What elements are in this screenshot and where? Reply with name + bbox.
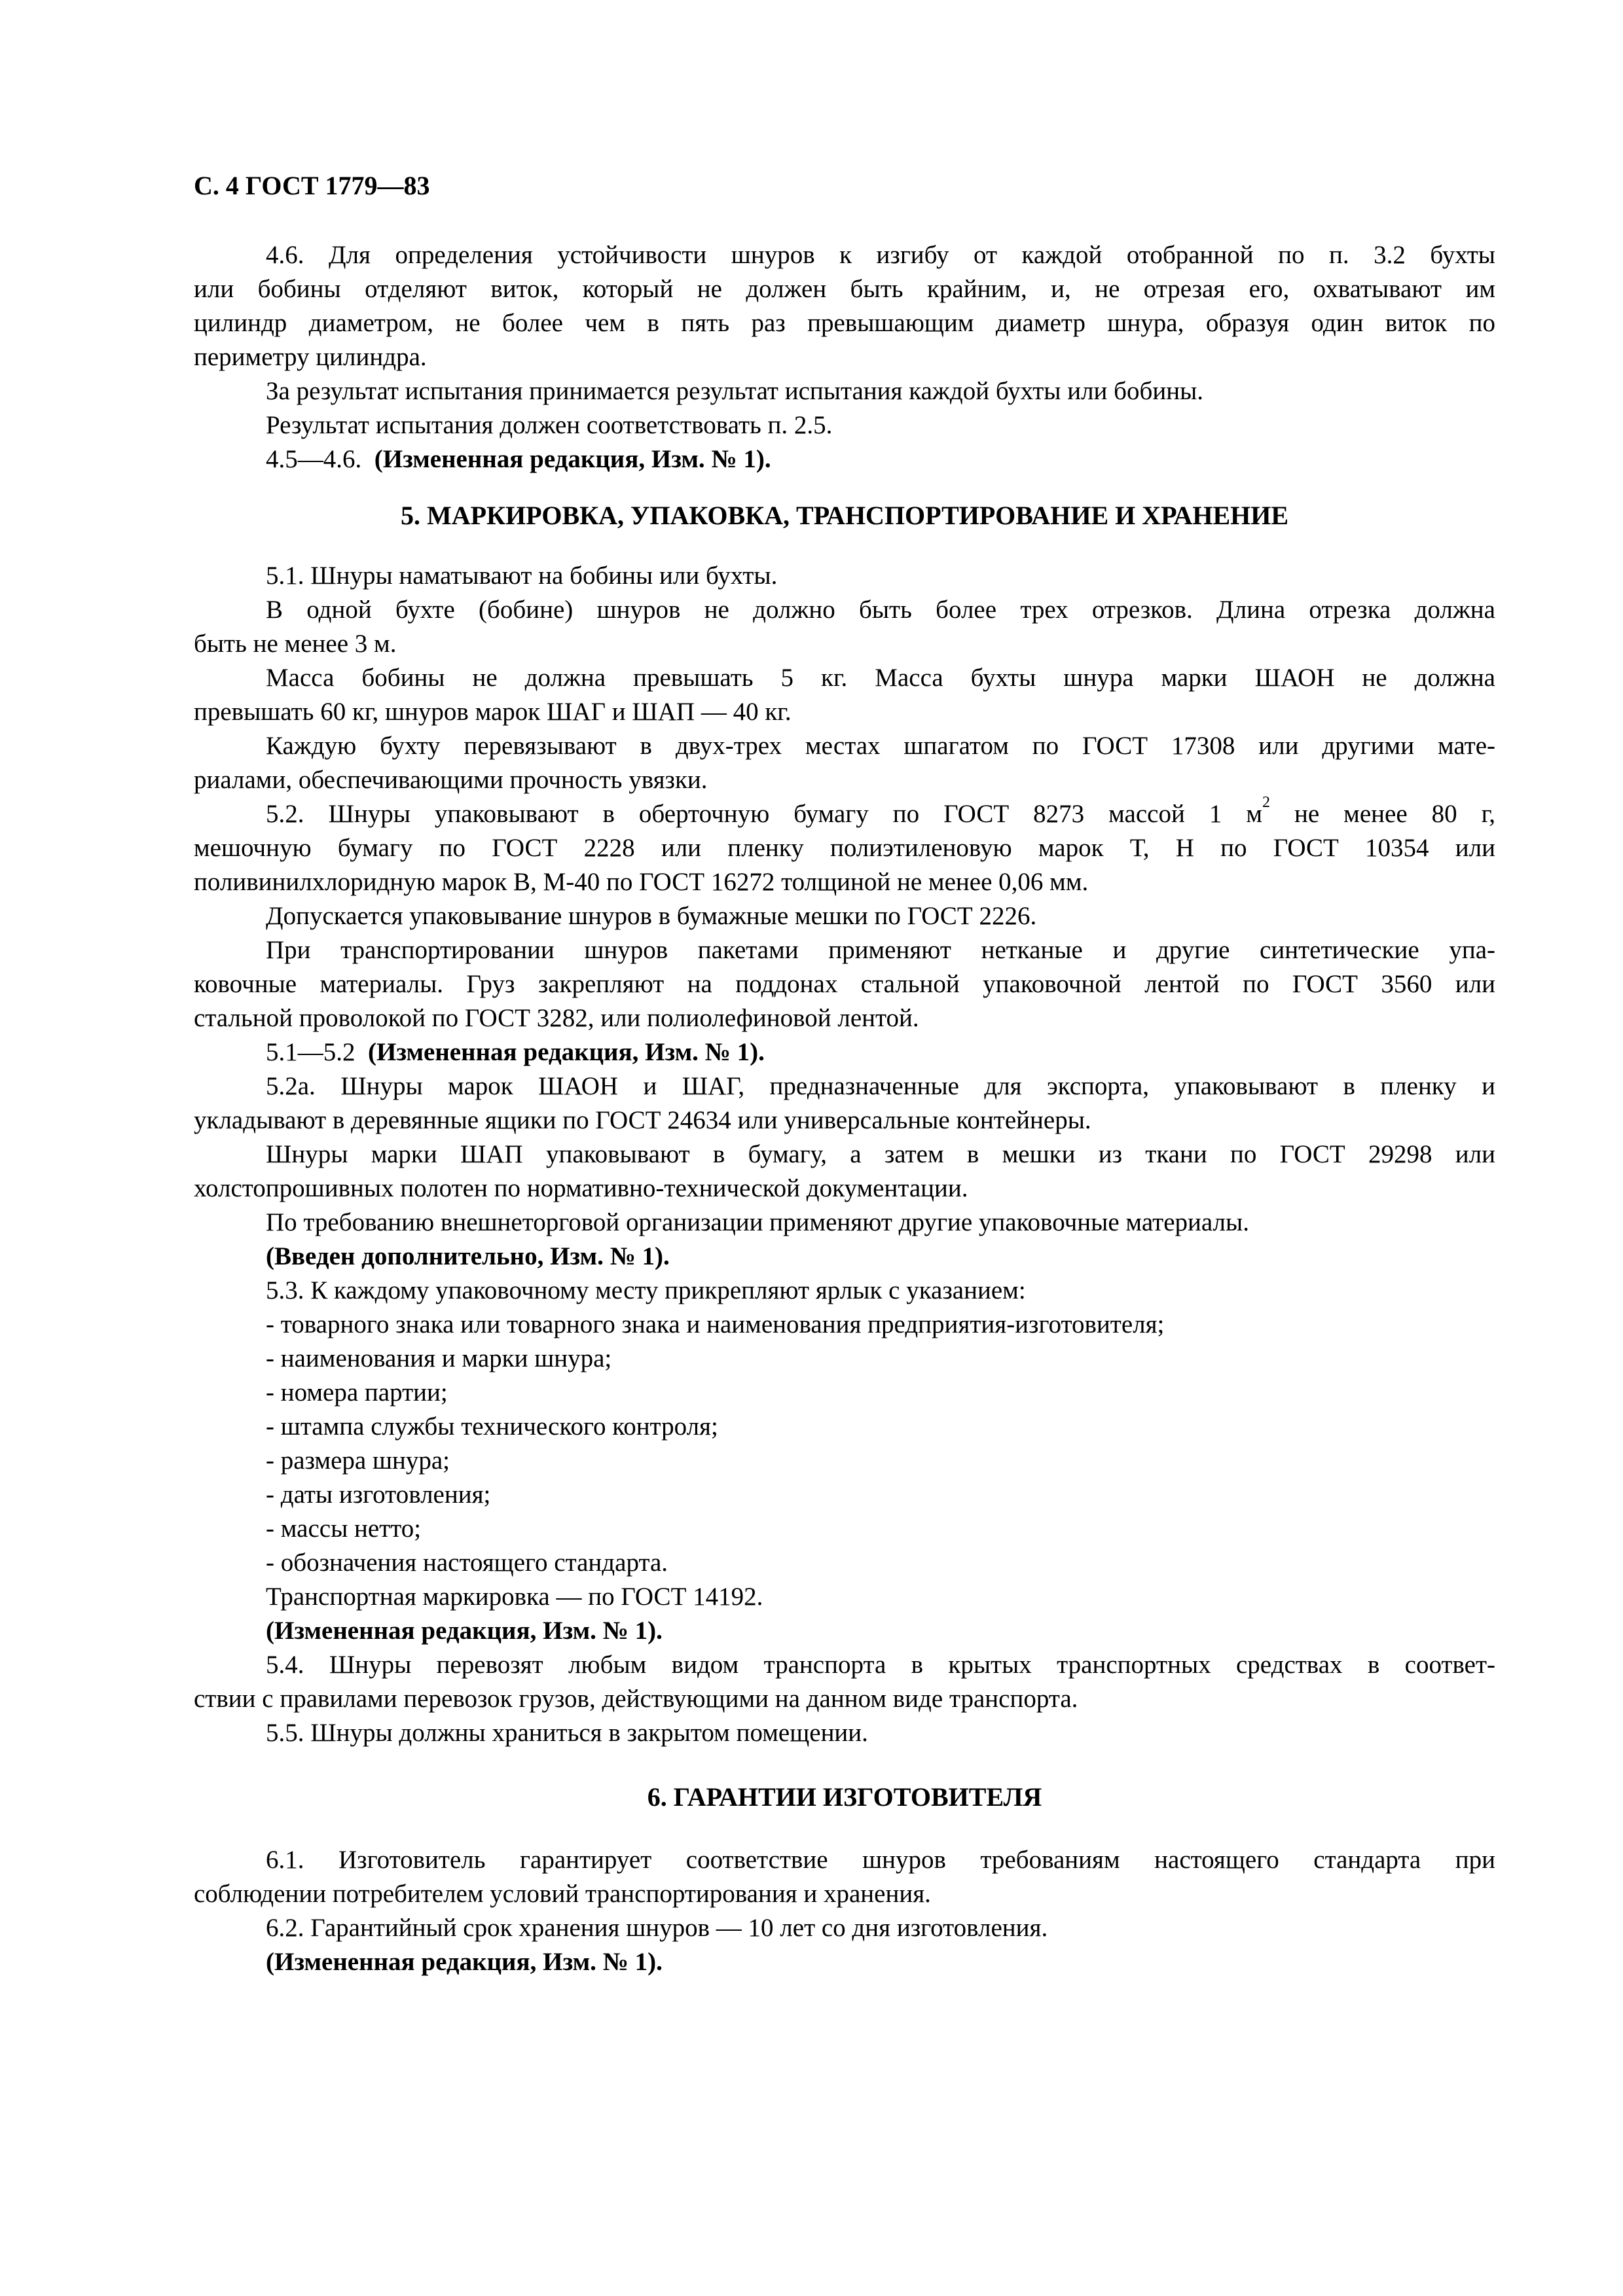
clause-5-2-bags: Допускается упаковывание шнуров в бумажные мешки по ГОСТ 2226.: [266, 902, 1037, 930]
transport-marking: Транспортная маркировка — по ГОСТ 14192.: [266, 1583, 763, 1611]
section-5-title: 5. МАРКИРОВКА, УПАКОВКА, ТРАНСПОРТИРОВАНИЕ И ХРАНЕНИЕ: [400, 501, 1289, 530]
clause-5-2-line: поливинилхлоридную марок В, М-40 по ГОСТ 16272 толщиной не менее 0,06 мм.: [194, 868, 1089, 896]
list-item: - наименования и марки шнура;: [266, 1344, 612, 1372]
clause-5-2-line: мешочную бумагу по ГОСТ 2228 или пленку полиэтиленовую марок Т, Н по ГОСТ 10354 или: [194, 834, 1495, 862]
clause-4-6-line: или бобины отделяют виток, который не должен быть крайним, и, не отрезая его, охватывают им: [194, 275, 1495, 303]
edit-note-text: (Измененная редакция, Изм. № 1).: [368, 1038, 765, 1066]
clause-5-4-line: 5.4. Шнуры перевозят любым видом транспорта в крытых транспортных средствах в соответ-: [266, 1651, 1495, 1679]
clause-5-2a-line: 5.2а. Шнуры марок ШАОН и ШАГ, предназначенные для экспорта, упаковывают в пленку и: [266, 1072, 1495, 1100]
clause-4-6-line: цилиндр диаметром, не более чем в пять раз превышающим диаметр шнура, образуя один виток по: [194, 309, 1495, 337]
clause-5-2a-shap-line: Шнуры марки ШАП упаковывают в бумагу, а затем в мешки из ткани по ГОСТ 29298 или: [266, 1140, 1495, 1168]
clause-5-2-text: не менее 80 г,: [1270, 800, 1495, 828]
clause-5-2-pack-line: ковочные материалы. Груз закрепляют на поддонах стальной упаковочной лентой по ГОСТ 3560 или: [194, 970, 1495, 998]
clause-5-2-pack-line: стальной проволокой по ГОСТ 3282, или полиолефиновой лентой.: [194, 1004, 919, 1032]
test-conformance-paragraph: Результат испытания должен соответствовать п. 2.5.: [266, 411, 833, 439]
clause-5-1: 5.1. Шнуры наматывают на бобины или бухты.: [266, 562, 778, 590]
clause-6-1-line: соблюдении потребителем условий транспортирования и хранения.: [194, 1880, 931, 1908]
list-item: - товарного знака или товарного знака и наименования предприятия-изготовителя;: [266, 1310, 1165, 1338]
clause-5-1-mass-line: Масса бобины не должна превышать 5 кг. Масса бухты шнура марки ШАОН не должна: [266, 664, 1495, 692]
label-items-list: [194, 1308, 1495, 1580]
edit-note-4-5-4-6: [194, 442, 1495, 476]
list-item: - номера партии;: [266, 1378, 448, 1407]
edit-note-5-3: (Измененная редакция, Изм. № 1).: [266, 1617, 663, 1645]
section-6-title: 6. ГАРАНТИИ ИЗГОТОВИТЕЛЯ: [647, 1782, 1042, 1812]
clause-5-2a-line: укладывают в деревянные ящики по ГОСТ 24634 или универсальные контейнеры.: [194, 1106, 1091, 1134]
superscript: 2: [1262, 794, 1271, 811]
clause-5-1-mass-line: превышать 60 кг, шнуров марок ШАГ и ШАП — 40 кг.: [194, 698, 792, 726]
list-item: - обозначения настоящего стандарта.: [266, 1549, 668, 1577]
clause-5-2-line: [194, 794, 1495, 831]
clause-5-2-text: 5.2. Шнуры упаковывают в оберточную бумагу по ГОСТ 8273 массой 1 м: [266, 800, 1263, 828]
clause-6-2: 6.2. Гарантийный срок хранения шнуров — 10 лет со дня изготовления.: [266, 1914, 1048, 1942]
edit-note-prefix: 5.1—5.2: [266, 1038, 356, 1066]
clause-5-1-tie-line: Каждую бухту перевязывают в двух-трех местах шпагатом по ГОСТ 17308 или другими мате-: [266, 732, 1495, 760]
clause-5-3: 5.3. К каждому упаковочному месту прикрепляют ярлык с указанием:: [266, 1276, 1026, 1304]
clause-4-6-line: периметру цилиндра.: [194, 343, 427, 371]
clause-4-6-line: 4.6. Для определения устойчивости шнуров к изгибу от каждой отобранной по п. 3.2 бухты: [266, 241, 1495, 269]
introduced-note: (Введен дополнительно, Изм. № 1).: [266, 1242, 670, 1270]
clause-6-1-line: 6.1. Изготовитель гарантирует соответствие шнуров требованиям настоящего стандарта при: [266, 1846, 1495, 1874]
clause-5-5: 5.5. Шнуры должны храниться в закрытом помещении.: [266, 1719, 868, 1747]
page-header: С. 4 ГОСТ 1779—83: [194, 171, 430, 200]
list-item: - даты изготовления;: [266, 1480, 491, 1509]
list-item: - массы нетто;: [266, 1515, 422, 1543]
clause-5-4-line: ствии с правилами перевозок грузов, действующими на данном виде транспорта.: [194, 1685, 1078, 1713]
clause-5-2a-foreign: По требованию внешнеторговой организации применяют другие упаковочные материалы.: [266, 1208, 1249, 1236]
clause-5-1-tie-line: риалами, обеспечивающими прочность увязки.: [194, 766, 708, 794]
list-item: - размера шнура;: [266, 1446, 450, 1475]
test-result-paragraph: За результат испытания принимается результат испытания каждой бухты или бобины.: [266, 377, 1204, 405]
clause-5-1-segments-line: В одной бухте (бобине) шнуров не должно быть более трех отрезков. Длина отрезка должна: [266, 596, 1495, 624]
clause-5-2-pack-line: При транспортировании шнуров пакетами применяют нетканые и другие синтетические упа-: [266, 936, 1495, 964]
clause-4-6: [194, 238, 1495, 374]
edit-note-6: (Измененная редакция, Изм. № 1).: [266, 1948, 663, 1976]
edit-note-prefix: 4.5—4.6.: [266, 445, 362, 473]
clause-5-2a-shap-line: холстопрошивных полотен по нормативно-технической документации.: [194, 1174, 968, 1202]
edit-note-5-1-5-2: [194, 1035, 1495, 1069]
page-body: [194, 169, 1495, 1979]
edit-note-text: (Измененная редакция, Изм. № 1).: [374, 445, 771, 473]
clause-5-1-segments-line: быть не менее 3 м.: [194, 630, 397, 658]
list-item: - штампа службы технического контроля;: [266, 1412, 718, 1441]
